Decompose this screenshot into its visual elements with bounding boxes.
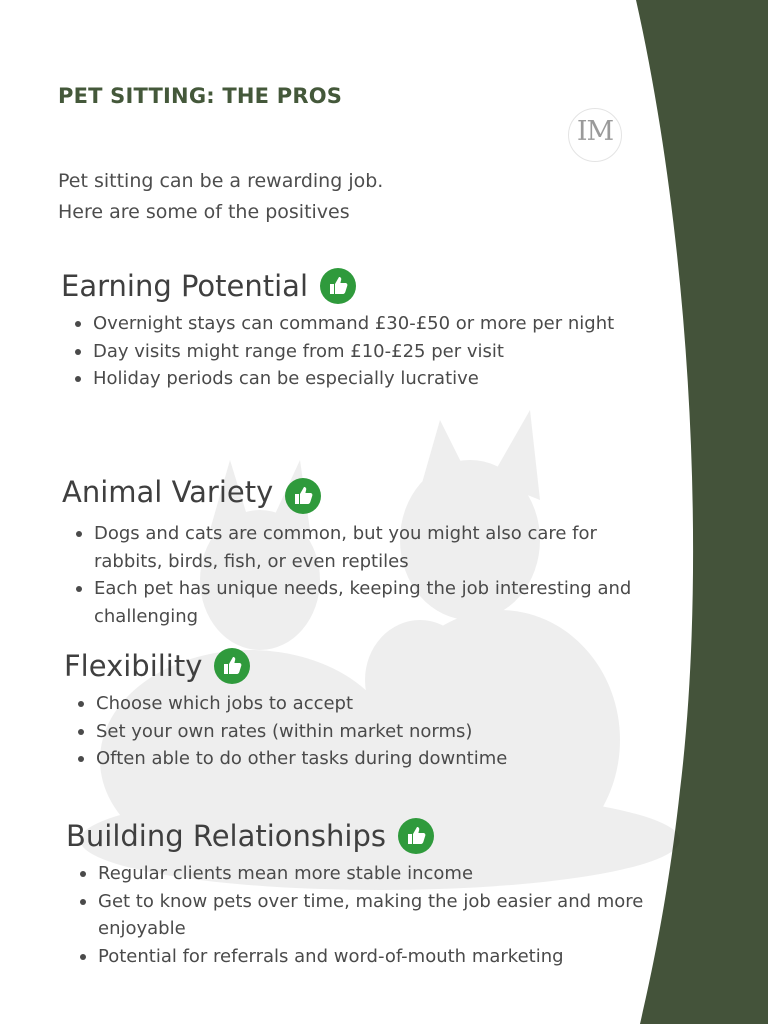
section-heading [61, 268, 641, 304]
section-flexibility [64, 648, 644, 773]
list-item: Potential for referrals and word-of-mouth marketing [80, 943, 656, 971]
list-item: Regular clients mean more stable income [80, 860, 656, 888]
page-title: PET SITTING: THE PROS [58, 84, 343, 108]
thumbs-up-icon [285, 478, 321, 514]
list-item: Holiday periods can be especially lucrative [75, 365, 641, 393]
list-item: Dogs and cats are common, but you might also care for rabbits, birds, fish, or even reptiles [76, 520, 642, 575]
section-earning-potential [61, 268, 641, 393]
thumbs-up-icon [398, 818, 434, 854]
section-heading-text: Earning Potential [61, 269, 308, 303]
logo-monogram: IM [576, 116, 614, 147]
section-heading-text: Animal Variety [62, 475, 274, 509]
list-item: Each pet has unique needs, keeping the job interesting and challenging [76, 575, 642, 630]
section-heading [62, 470, 642, 514]
bullet-list [75, 310, 641, 393]
section-heading-text: Building Relationships [66, 819, 386, 853]
list-item: Often able to do other tasks during downtime [78, 745, 644, 773]
list-item: Overnight stays can command £30-£50 or more per night [75, 310, 641, 338]
thumbs-up-icon [320, 268, 356, 304]
bullet-list [76, 520, 642, 630]
section-heading [64, 648, 644, 684]
im-logo [560, 106, 626, 168]
section-heading [66, 818, 656, 854]
list-item: Choose which jobs to accept [78, 690, 644, 718]
intro-line-1: Pet sitting can be a rewarding job. [58, 170, 384, 192]
intro-line-2: Here are some of the positives [58, 201, 350, 223]
list-item: Get to know pets over time, making the job easier and more enjoyable [80, 888, 656, 943]
section-animal-variety [62, 470, 642, 630]
thumbs-up-icon [214, 648, 250, 684]
section-building-relationships [66, 818, 656, 970]
list-item: Set your own rates (within market norms) [78, 718, 644, 746]
intro-text [58, 166, 383, 228]
section-heading-text: Flexibility [64, 649, 203, 683]
list-item: Day visits might range from £10-£25 per visit [75, 338, 641, 366]
bullet-list [80, 860, 656, 970]
bullet-list [78, 690, 644, 773]
